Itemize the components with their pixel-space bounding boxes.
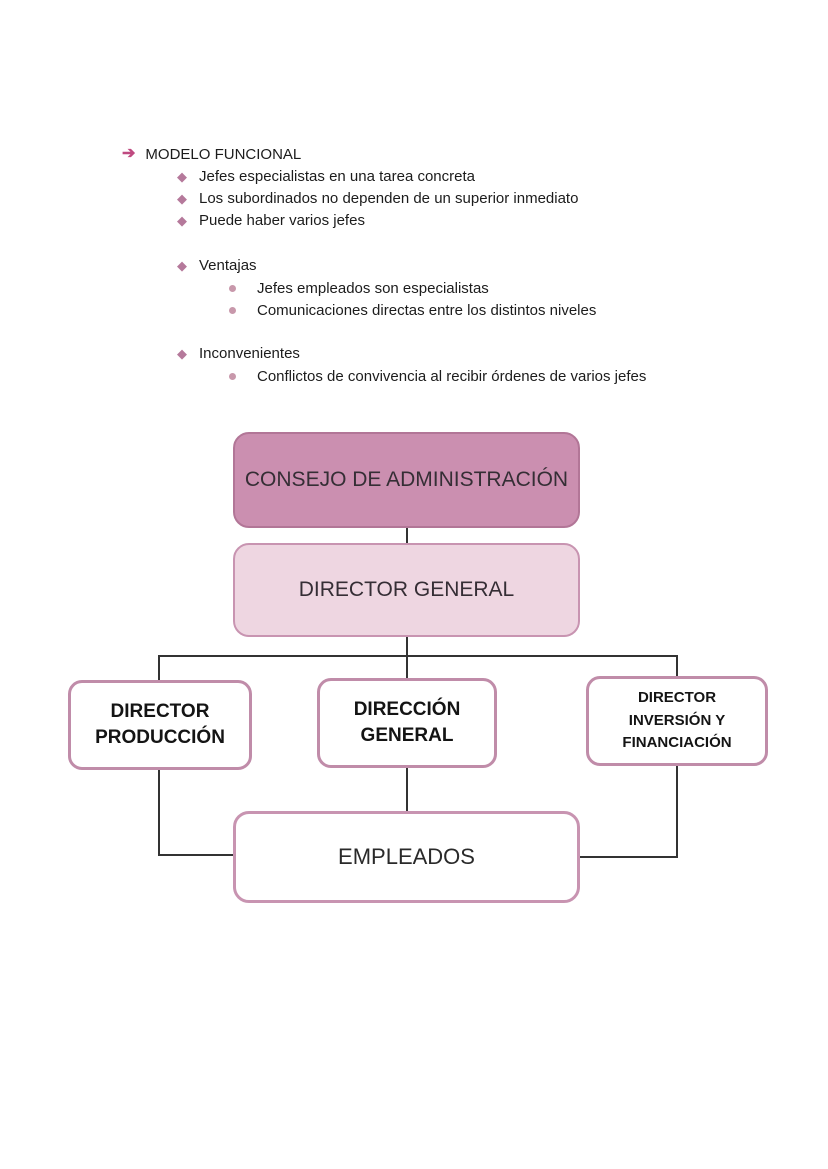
list-item (177, 211, 365, 229)
section-label: Inconvenientes (199, 344, 300, 362)
org-box-label: DIRECTOR PRODUCCIÓN (95, 701, 225, 748)
diamond-bullet-icon: ◆ (177, 212, 187, 228)
list-item (177, 167, 475, 185)
list-item (229, 301, 596, 319)
org-box-director-produccion (68, 680, 252, 770)
arrow-bullet-icon: ➔ (122, 145, 136, 162)
connector-consejo-directorgeneral (406, 528, 408, 543)
org-box-label: DIRECTOR INVERSIÓN Y FINANCIACIÓN (622, 689, 732, 752)
dot-bullet-icon (229, 285, 236, 292)
org-box-consejo-administracion (233, 432, 580, 528)
section-label: Ventajas (199, 256, 257, 274)
org-box-label: EMPLEADOS (338, 844, 475, 869)
org-box-director-inversion-financiacion (586, 676, 768, 766)
org-box-director-general (233, 543, 580, 637)
connector-middle-to-empleados (406, 768, 408, 811)
connector-left-to-empleados (158, 854, 235, 856)
diamond-bullet-icon: ◆ (177, 168, 187, 184)
connector-directorgeneral-down (406, 637, 408, 657)
connector-drop-right (676, 655, 678, 676)
connector-drop-left (158, 655, 160, 680)
list-item-label: Los subordinados no dependen de un superior inmediato (199, 189, 579, 207)
list-item-label: Puede haber varios jefes (199, 211, 365, 229)
dot-bullet-icon (229, 307, 236, 314)
dot-bullet-icon (229, 373, 236, 380)
list-item-label: Conflictos de convivencia al recibir órdenes de varios jefes (257, 367, 647, 385)
notes-title: MODELO FUNCIONAL (145, 145, 302, 163)
connector-right-down (676, 766, 678, 858)
diamond-bullet-icon: ◆ (177, 257, 187, 273)
section-ventajas (177, 256, 257, 274)
org-box-direccion-general (317, 678, 497, 768)
org-box-label: DIRECCIÓN GENERAL (353, 699, 461, 746)
section-inconvenientes (177, 344, 300, 362)
diamond-bullet-icon: ◆ (177, 345, 187, 361)
notes-heading-row (122, 145, 301, 163)
connector-horizontal-top (158, 655, 678, 657)
list-item (229, 367, 646, 385)
org-box-label: CONSEJO DE ADMINISTRACIÓN (244, 468, 569, 491)
org-box-empleados (233, 811, 580, 903)
connector-drop-middle (406, 655, 408, 678)
connector-left-down (158, 770, 160, 856)
connector-right-to-empleados (578, 856, 678, 858)
list-item-label: Jefes especialistas en una tarea concreta (199, 167, 475, 185)
list-item-label: Comunicaciones directas entre los distintos niveles (257, 301, 597, 319)
list-item (177, 189, 578, 207)
list-item (229, 279, 489, 297)
diamond-bullet-icon: ◆ (177, 190, 187, 206)
list-item-label: Jefes empleados son especialistas (257, 279, 489, 297)
org-box-label: DIRECTOR GENERAL (298, 578, 515, 601)
